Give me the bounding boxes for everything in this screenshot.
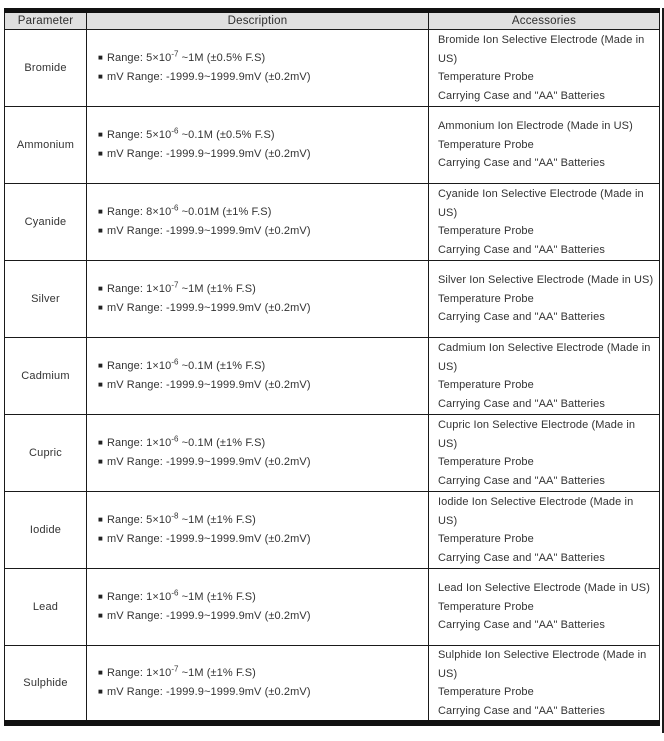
accessory-item: Carrying Case and "AA" Batteries	[438, 704, 605, 717]
accessory-item: Carrying Case and "AA" Batteries	[438, 157, 605, 170]
mv-range-line	[98, 376, 422, 395]
parameter-cell: Lead	[5, 569, 87, 646]
mv-range-line	[98, 145, 422, 164]
mv-range-text: mV Range: -1999.9~1999.9mV (±0.2mV)	[106, 379, 311, 391]
range-line	[98, 588, 422, 607]
range-exponent: -6	[171, 357, 179, 367]
table-row	[5, 261, 660, 338]
accessory-item: Temperature Probe	[438, 600, 534, 613]
mv-range-text: mV Range: -1999.9~1999.9mV (±0.2mV)	[106, 148, 311, 160]
range-text: Range: 1×10	[106, 437, 172, 449]
range-line	[98, 511, 422, 530]
parameter-cell: Iodide	[5, 492, 87, 569]
accessory-item: Ammonium Ion Electrode (Made in US)	[438, 120, 633, 133]
range-exponent: -7	[171, 49, 179, 59]
range-exponent: -7	[171, 280, 179, 290]
range-text-rest: ~1M (±1% F.S)	[178, 591, 256, 603]
accessory-item: Temperature Probe	[438, 292, 534, 305]
range-text-rest: ~0.1M (±1% F.S)	[178, 437, 266, 449]
accessory-item: Silver Ion Selective Electrode (Made in US)	[438, 274, 654, 287]
range-text: Range: 5×10	[106, 514, 172, 526]
accessory-item: Sulphide Ion Selective Electrode (Made in US)	[438, 649, 647, 680]
accessory-item: Carrying Case and "AA" Batteries	[438, 397, 605, 410]
spec-table-container	[4, 8, 659, 726]
range-text: Range: 5×10	[106, 52, 172, 64]
range-exponent: -7	[171, 664, 179, 674]
description-cell	[87, 646, 429, 724]
mv-range-line	[98, 453, 422, 472]
description-cell	[87, 107, 429, 184]
range-text-rest: ~0.1M (±1% F.S)	[178, 360, 266, 372]
accessory-item: Temperature Probe	[438, 225, 534, 237]
bullet-square-icon: ■	[98, 592, 103, 601]
mv-range-text: mV Range: -1999.9~1999.9mV (±0.2mV)	[106, 686, 311, 698]
range-exponent: -8	[171, 511, 179, 521]
mv-range-line	[98, 530, 422, 549]
table-row	[5, 30, 660, 107]
parameter-cell: Sulphide	[5, 646, 87, 724]
bullet-square-icon: ■	[98, 611, 103, 620]
mv-range-text: mV Range: -1999.9~1999.9mV (±0.2mV)	[106, 610, 311, 622]
col-header-accessories: Accessories	[429, 11, 660, 30]
range-exponent: -6	[171, 588, 179, 598]
accessories-cell	[429, 184, 660, 261]
range-text: Range: 1×10	[106, 591, 172, 603]
bullet-square-icon: ■	[98, 226, 103, 235]
parameter-cell: Bromide	[5, 30, 87, 107]
accessory-item: Cyanide Ion Selective Electrode (Made in US)	[438, 188, 644, 219]
accessories-cell	[429, 30, 660, 107]
bullet-square-icon: ■	[98, 284, 103, 293]
table-row	[5, 646, 660, 724]
range-exponent: -6	[171, 203, 179, 213]
parameter-cell: Cyanide	[5, 184, 87, 261]
accessory-item: Carrying Case and "AA" Batteries	[438, 311, 605, 324]
accessories-cell	[429, 415, 660, 492]
accessory-item: Cadmium Ion Selective Electrode (Made in US)	[438, 342, 651, 373]
accessory-item: Carrying Case and "AA" Batteries	[438, 619, 605, 632]
mv-range-line	[98, 222, 422, 241]
accessory-item: Carrying Case and "AA" Batteries	[438, 551, 605, 564]
range-text: Range: 8×10	[106, 206, 172, 218]
description-cell	[87, 261, 429, 338]
parameter-cell: Ammonium	[5, 107, 87, 184]
table-row	[5, 184, 660, 261]
table-body	[5, 30, 660, 724]
range-exponent: -6	[171, 126, 179, 136]
description-cell	[87, 569, 429, 646]
accessory-item: Temperature Probe	[438, 686, 534, 698]
table-row	[5, 338, 660, 415]
mv-range-text: mV Range: -1999.9~1999.9mV (±0.2mV)	[106, 302, 311, 314]
mv-range-line	[98, 607, 422, 626]
table-row	[5, 107, 660, 184]
range-line	[98, 357, 422, 376]
mv-range-text: mV Range: -1999.9~1999.9mV (±0.2mV)	[106, 533, 311, 545]
bullet-square-icon: ■	[98, 72, 103, 81]
accessory-item: Temperature Probe	[438, 138, 534, 151]
range-text: Range: 5×10	[106, 129, 172, 141]
range-line	[98, 280, 422, 299]
parameter-cell: Cupric	[5, 415, 87, 492]
range-text-rest: ~1M (±1% F.S)	[178, 283, 256, 295]
description-cell	[87, 184, 429, 261]
accessories-cell	[429, 646, 660, 724]
mv-range-line	[98, 68, 422, 87]
range-text-rest: ~0.1M (±0.5% F.S)	[178, 129, 275, 141]
accessory-item: Temperature Probe	[438, 533, 534, 545]
range-text: Range: 1×10	[106, 360, 172, 372]
bullet-square-icon: ■	[98, 438, 103, 447]
bullet-square-icon: ■	[98, 130, 103, 139]
bullet-square-icon: ■	[98, 380, 103, 389]
col-header-description: Description	[87, 11, 429, 30]
range-text-rest: ~1M (±1% F.S)	[178, 667, 256, 679]
accessories-cell	[429, 569, 660, 646]
table-row	[5, 569, 660, 646]
accessory-item: Carrying Case and "AA" Batteries	[438, 474, 605, 487]
parameter-cell: Cadmium	[5, 338, 87, 415]
accessories-cell	[429, 261, 660, 338]
description-cell	[87, 30, 429, 107]
parameter-cell: Silver	[5, 261, 87, 338]
accessory-item: Temperature Probe	[438, 456, 534, 468]
accessory-item: Carrying Case and "AA" Batteries	[438, 89, 605, 102]
table-row	[5, 492, 660, 569]
range-line	[98, 664, 422, 683]
bullet-square-icon: ■	[98, 668, 103, 677]
range-line	[98, 126, 422, 145]
accessories-cell	[429, 107, 660, 184]
accessory-item: Lead Ion Selective Electrode (Made in US)	[438, 582, 650, 595]
range-text-rest: ~1M (±1% F.S)	[178, 514, 256, 526]
accessories-cell	[429, 338, 660, 415]
range-line	[98, 434, 422, 453]
bullet-square-icon: ■	[98, 53, 103, 62]
accessory-item: Iodide Ion Selective Electrode (Made in US)	[438, 496, 634, 527]
range-line	[98, 203, 422, 222]
accessory-item: Cupric Ion Selective Electrode (Made in US)	[438, 419, 636, 450]
bullet-square-icon: ■	[98, 534, 103, 543]
mv-range-text: mV Range: -1999.9~1999.9mV (±0.2mV)	[106, 71, 311, 83]
bullet-square-icon: ■	[98, 361, 103, 370]
electrode-spec-table	[4, 8, 660, 726]
mv-range-text: mV Range: -1999.9~1999.9mV (±0.2mV)	[106, 456, 311, 468]
bullet-square-icon: ■	[98, 149, 103, 158]
accessory-item: Bromide Ion Selective Electrode (Made in US)	[438, 34, 645, 65]
range-text-rest: ~0.01M (±1% F.S)	[178, 206, 272, 218]
range-exponent: -6	[171, 434, 179, 444]
bullet-square-icon: ■	[98, 515, 103, 524]
range-line	[98, 49, 422, 68]
accessory-item: Temperature Probe	[438, 379, 534, 391]
bullet-square-icon: ■	[98, 207, 103, 216]
bullet-square-icon: ■	[98, 303, 103, 312]
description-cell	[87, 415, 429, 492]
range-text: Range: 1×10	[106, 667, 172, 679]
range-text: Range: 1×10	[106, 283, 172, 295]
accessories-cell	[429, 492, 660, 569]
header-row	[5, 11, 660, 30]
description-cell	[87, 492, 429, 569]
col-header-parameter: Parameter	[5, 11, 87, 30]
description-cell	[87, 338, 429, 415]
table-row	[5, 415, 660, 492]
accessory-item: Temperature Probe	[438, 71, 534, 83]
mv-range-text: mV Range: -1999.9~1999.9mV (±0.2mV)	[106, 225, 311, 237]
mv-range-line	[98, 299, 422, 318]
bullet-square-icon: ■	[98, 687, 103, 696]
range-text-rest: ~1M (±0.5% F.S)	[178, 52, 266, 64]
accessory-item: Carrying Case and "AA" Batteries	[438, 243, 605, 256]
bullet-square-icon: ■	[98, 457, 103, 466]
mv-range-line	[98, 683, 422, 702]
